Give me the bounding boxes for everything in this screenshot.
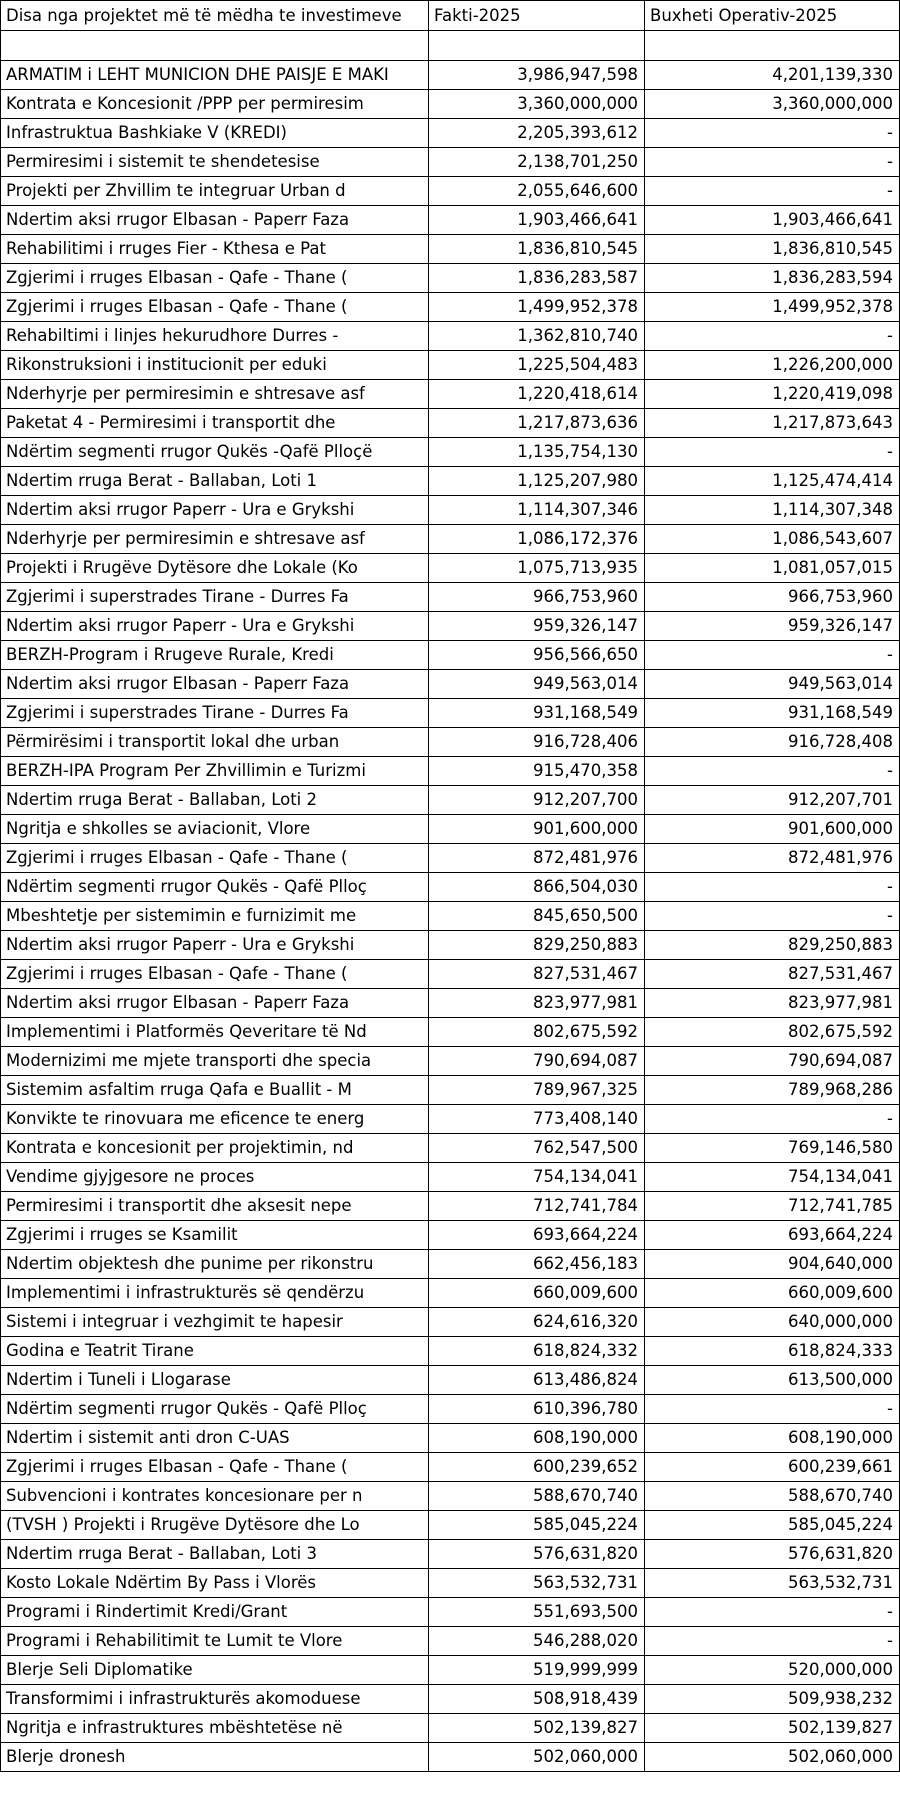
table-row: [1, 786, 900, 815]
table-row: [1, 467, 900, 496]
table-row: [1, 438, 900, 467]
project-name-cell[interactable]: Ndertim i sistemit anti dron C-UAS: [1, 1424, 429, 1453]
buxheti-value-cell[interactable]: -: [645, 873, 900, 902]
project-name-cell[interactable]: Ndërtim segmenti rrugor Qukës - Qafë Plloç: [1, 873, 429, 902]
project-name-cell[interactable]: Ngritja e infrastruktures mbështetëse në: [1, 1714, 429, 1743]
buxheti-value-cell[interactable]: 660,009,600: [645, 1279, 900, 1308]
buxheti-value-cell[interactable]: 588,670,740: [645, 1482, 900, 1511]
project-name-cell[interactable]: Ndertim rruga Berat - Ballaban, Loti 3: [1, 1540, 429, 1569]
project-name-cell[interactable]: Ndertim objektesh dhe punime per rikonstru: [1, 1250, 429, 1279]
buxheti-value-cell[interactable]: 1,220,419,098: [645, 380, 900, 409]
buxheti-value-cell[interactable]: 754,134,041: [645, 1163, 900, 1192]
project-name-cell[interactable]: Ndertim i Tuneli i Llogarase: [1, 1366, 429, 1395]
project-name-cell[interactable]: Zgjerimi i rruges se Ksamilit: [1, 1221, 429, 1250]
fakti-value-cell[interactable]: 754,134,041: [429, 1163, 645, 1192]
fakti-value-cell[interactable]: 613,486,824: [429, 1366, 645, 1395]
fakti-value-cell[interactable]: 660,009,600: [429, 1279, 645, 1308]
fakti-value-cell[interactable]: 610,396,780: [429, 1395, 645, 1424]
table-row: [1, 1482, 900, 1511]
table-row: [1, 496, 900, 525]
fakti-value-cell[interactable]: 1,903,466,641: [429, 206, 645, 235]
table-row: [1, 1453, 900, 1482]
fakti-value-cell[interactable]: 502,060,000: [429, 1743, 645, 1772]
table-row: [1, 612, 900, 641]
project-name-cell[interactable]: Programi i Rindertimit Kredi/Grant: [1, 1598, 429, 1627]
table-row: [1, 699, 900, 728]
fakti-value-cell[interactable]: 1,836,283,587: [429, 264, 645, 293]
buxheti-value-cell[interactable]: -: [645, 148, 900, 177]
project-name-cell[interactable]: Permiresimi i transportit dhe aksesit nepe: [1, 1192, 429, 1221]
fakti-value-cell[interactable]: 662,456,183: [429, 1250, 645, 1279]
fakti-value-cell[interactable]: 949,563,014: [429, 670, 645, 699]
fakti-value-cell[interactable]: 1,125,207,980: [429, 467, 645, 496]
fakti-value-cell[interactable]: 827,531,467: [429, 960, 645, 989]
table-row: [1, 177, 900, 206]
buxheti-value-cell[interactable]: 872,481,976: [645, 844, 900, 873]
fakti-value-cell[interactable]: 866,504,030: [429, 873, 645, 902]
fakti-value-cell[interactable]: 872,481,976: [429, 844, 645, 873]
table-row: [1, 641, 900, 670]
fakti-value-cell[interactable]: 1,075,713,935: [429, 554, 645, 583]
buxheti-value-cell[interactable]: 827,531,467: [645, 960, 900, 989]
fakti-value-cell[interactable]: 624,616,320: [429, 1308, 645, 1337]
empty-cell[interactable]: [429, 31, 645, 61]
project-name-cell[interactable]: Zgjerimi i rruges Elbasan - Qafe - Thane (: [1, 264, 429, 293]
table-row: [1, 264, 900, 293]
table-row: [1, 351, 900, 380]
fakti-value-cell[interactable]: 773,408,140: [429, 1105, 645, 1134]
project-name-cell[interactable]: Infrastruktua Bashkiake V (KREDI): [1, 119, 429, 148]
project-name-cell[interactable]: Blerje dronesh: [1, 1743, 429, 1772]
buxheti-value-cell[interactable]: -: [645, 1105, 900, 1134]
project-name-cell[interactable]: Rehabilitimi i rruges Fier - Kthesa e Pat: [1, 235, 429, 264]
buxheti-value-cell[interactable]: -: [645, 119, 900, 148]
fakti-value-cell[interactable]: 823,977,981: [429, 989, 645, 1018]
buxheti-value-cell[interactable]: 829,250,883: [645, 931, 900, 960]
fakti-value-cell[interactable]: 966,753,960: [429, 583, 645, 612]
project-name-cell[interactable]: Rehabiltimi i linjes hekurudhore Durres -: [1, 322, 429, 351]
fakti-value-cell[interactable]: 585,045,224: [429, 1511, 645, 1540]
buxheti-value-cell[interactable]: 600,239,661: [645, 1453, 900, 1482]
project-name-cell[interactable]: Kontrata e koncesionit per projektimin, nd: [1, 1134, 429, 1163]
table-row: [1, 670, 900, 699]
table-row: [1, 1366, 900, 1395]
fakti-value-cell[interactable]: 1,499,952,378: [429, 293, 645, 322]
fakti-value-cell[interactable]: 1,135,754,130: [429, 438, 645, 467]
table-row: [1, 583, 900, 612]
buxheti-value-cell[interactable]: 912,207,701: [645, 786, 900, 815]
table-row: [1, 293, 900, 322]
buxheti-value-cell[interactable]: 790,694,087: [645, 1047, 900, 1076]
table-row: [1, 61, 900, 90]
project-name-cell[interactable]: Sistemi i integruar i vezhgimit te hapesir: [1, 1308, 429, 1337]
fakti-value-cell[interactable]: 912,207,700: [429, 786, 645, 815]
buxheti-value-cell[interactable]: -: [645, 902, 900, 931]
fakti-value-cell[interactable]: 618,824,332: [429, 1337, 645, 1366]
fakti-value-cell[interactable]: 1,086,172,376: [429, 525, 645, 554]
fakti-value-cell[interactable]: 519,999,999: [429, 1656, 645, 1685]
table-row: [1, 1163, 900, 1192]
table-row: [1, 1047, 900, 1076]
buxheti-value-cell[interactable]: 1,217,873,643: [645, 409, 900, 438]
project-name-cell[interactable]: Blerje Seli Diplomatike: [1, 1656, 429, 1685]
buxheti-value-cell[interactable]: 502,139,827: [645, 1714, 900, 1743]
project-name-cell[interactable]: Konvikte te rinovuara me eficence te energ: [1, 1105, 429, 1134]
fakti-value-cell[interactable]: 931,168,549: [429, 699, 645, 728]
table-row: [1, 525, 900, 554]
fakti-value-cell[interactable]: 762,547,500: [429, 1134, 645, 1163]
buxheti-value-cell[interactable]: 502,060,000: [645, 1743, 900, 1772]
project-name-cell[interactable]: Ndërtim segmenti rrugor Qukës -Qafë Plloçë: [1, 438, 429, 467]
buxheti-value-cell[interactable]: 1,903,466,641: [645, 206, 900, 235]
fakti-value-cell[interactable]: 3,986,947,598: [429, 61, 645, 90]
buxheti-value-cell[interactable]: 789,968,286: [645, 1076, 900, 1105]
fakti-value-cell[interactable]: 576,631,820: [429, 1540, 645, 1569]
buxheti-value-cell[interactable]: 613,500,000: [645, 1366, 900, 1395]
fakti-value-cell[interactable]: 901,600,000: [429, 815, 645, 844]
buxheti-value-cell[interactable]: -: [645, 1395, 900, 1424]
project-name-cell[interactable]: Zgjerimi i rruges Elbasan - Qafe - Thane (: [1, 1453, 429, 1482]
table-row: [1, 1395, 900, 1424]
table-row: [1, 815, 900, 844]
table-row: [1, 728, 900, 757]
fakti-value-cell[interactable]: 551,693,500: [429, 1598, 645, 1627]
table-row: [1, 119, 900, 148]
project-name-cell[interactable]: Permiresimi i sistemit te shendetesise: [1, 148, 429, 177]
project-name-cell[interactable]: Ndertim rruga Berat - Ballaban, Loti 1: [1, 467, 429, 496]
project-name-cell[interactable]: Zgjerimi i rruges Elbasan - Qafe - Thane (: [1, 844, 429, 873]
buxheti-value-cell[interactable]: 904,640,000: [645, 1250, 900, 1279]
empty-cell[interactable]: [645, 31, 900, 61]
table-row: [1, 1076, 900, 1105]
buxheti-value-cell[interactable]: -: [645, 177, 900, 206]
buxheti-value-cell[interactable]: 901,600,000: [645, 815, 900, 844]
fakti-value-cell[interactable]: 790,694,087: [429, 1047, 645, 1076]
buxheti-value-cell[interactable]: 959,326,147: [645, 612, 900, 641]
project-name-cell[interactable]: Ngritja e shkolles se aviacionit, Vlore: [1, 815, 429, 844]
table-row: [1, 1714, 900, 1743]
empty-cell[interactable]: [1, 31, 429, 61]
header-project-name[interactable]: Disa nga projektet më të mëdha te investimeve: [1, 1, 429, 31]
header-buxheti-operativ-2025[interactable]: Buxheti Operativ-2025: [645, 1, 900, 31]
fakti-value-cell[interactable]: 1,836,810,545: [429, 235, 645, 264]
buxheti-value-cell[interactable]: 608,190,000: [645, 1424, 900, 1453]
fakti-value-cell[interactable]: 588,670,740: [429, 1482, 645, 1511]
table-row: [1, 1424, 900, 1453]
buxheti-value-cell[interactable]: 949,563,014: [645, 670, 900, 699]
project-name-cell[interactable]: Zgjerimi i superstrades Tirane - Durres Fa: [1, 699, 429, 728]
table-row: [1, 1308, 900, 1337]
project-name-cell[interactable]: Ndertim aksi rrugor Paperr - Ura e Grykshi: [1, 931, 429, 960]
table-body: [1, 1, 900, 1772]
buxheti-value-cell[interactable]: 916,728,408: [645, 728, 900, 757]
buxheti-value-cell[interactable]: -: [645, 641, 900, 670]
table-row: [1, 1105, 900, 1134]
project-name-cell[interactable]: (TVSH ) Projekti i Rrugëve Dytësore dhe Lo: [1, 1511, 429, 1540]
fakti-value-cell[interactable]: 2,205,393,612: [429, 119, 645, 148]
buxheti-value-cell[interactable]: 712,741,785: [645, 1192, 900, 1221]
fakti-value-cell[interactable]: 3,360,000,000: [429, 90, 645, 119]
buxheti-value-cell[interactable]: 640,000,000: [645, 1308, 900, 1337]
buxheti-value-cell[interactable]: 802,675,592: [645, 1018, 900, 1047]
table-row: [1, 1192, 900, 1221]
fakti-value-cell[interactable]: 1,114,307,346: [429, 496, 645, 525]
project-name-cell[interactable]: Rikonstruksioni i institucionit per eduki: [1, 351, 429, 380]
buxheti-value-cell[interactable]: 966,753,960: [645, 583, 900, 612]
buxheti-value-cell[interactable]: 1,114,307,348: [645, 496, 900, 525]
fakti-value-cell[interactable]: 956,566,650: [429, 641, 645, 670]
header-row: [1, 1, 900, 31]
project-name-cell[interactable]: Kontrata e Koncesionit /PPP per permiresim: [1, 90, 429, 119]
buxheti-value-cell[interactable]: 3,360,000,000: [645, 90, 900, 119]
table-row: [1, 1656, 900, 1685]
buxheti-value-cell[interactable]: -: [645, 1627, 900, 1656]
fakti-value-cell[interactable]: 829,250,883: [429, 931, 645, 960]
project-name-cell[interactable]: Ndertim aksi rrugor Elbasan - Paperr Faza: [1, 989, 429, 1018]
project-name-cell[interactable]: Zgjerimi i rruges Elbasan - Qafe - Thane (: [1, 293, 429, 322]
buxheti-value-cell[interactable]: -: [645, 757, 900, 786]
project-name-cell[interactable]: Ndertim aksi rrugor Paperr - Ura e Grykshi: [1, 612, 429, 641]
table-row: [1, 148, 900, 177]
fakti-value-cell[interactable]: 915,470,358: [429, 757, 645, 786]
project-name-cell[interactable]: ARMATIM i LEHT MUNICION DHE PAISJE E MAKI: [1, 61, 429, 90]
buxheti-value-cell[interactable]: 563,532,731: [645, 1569, 900, 1598]
table-row: [1, 873, 900, 902]
project-name-cell[interactable]: Ndertim aksi rrugor Elbasan - Paperr Faza: [1, 670, 429, 699]
table-row: [1, 1511, 900, 1540]
fakti-value-cell[interactable]: 2,055,646,600: [429, 177, 645, 206]
fakti-value-cell[interactable]: 1,225,504,483: [429, 351, 645, 380]
buxheti-value-cell[interactable]: 1,499,952,378: [645, 293, 900, 322]
project-name-cell[interactable]: Implementimi i infrastrukturës së qendërzu: [1, 1279, 429, 1308]
table-row: [1, 931, 900, 960]
table-row: [1, 1598, 900, 1627]
fakti-value-cell[interactable]: 693,664,224: [429, 1221, 645, 1250]
fakti-value-cell[interactable]: 2,138,701,250: [429, 148, 645, 177]
table-row: [1, 322, 900, 351]
table-row: [1, 409, 900, 438]
fakti-value-cell[interactable]: 959,326,147: [429, 612, 645, 641]
buxheti-value-cell[interactable]: 1,836,810,545: [645, 235, 900, 264]
fakti-value-cell[interactable]: 1,362,810,740: [429, 322, 645, 351]
buxheti-value-cell[interactable]: 1,081,057,015: [645, 554, 900, 583]
project-name-cell[interactable]: Subvencioni i kontrates koncesionare per n: [1, 1482, 429, 1511]
buxheti-value-cell[interactable]: 520,000,000: [645, 1656, 900, 1685]
project-name-cell[interactable]: Modernizimi me mjete transporti dhe specia: [1, 1047, 429, 1076]
table-row: [1, 90, 900, 119]
table-row: [1, 1540, 900, 1569]
buxheti-value-cell[interactable]: 931,168,549: [645, 699, 900, 728]
table-row: [1, 757, 900, 786]
project-name-cell[interactable]: Transformimi i infrastrukturës akomoduese: [1, 1685, 429, 1714]
project-name-cell[interactable]: Përmirësimi i transportit lokal dhe urban: [1, 728, 429, 757]
table-row: [1, 235, 900, 264]
project-name-cell[interactable]: Projekti i Rrugëve Dytësore dhe Lokale (Ko: [1, 554, 429, 583]
project-name-cell[interactable]: Ndërtim segmenti rrugor Qukës - Qafë Plloç: [1, 1395, 429, 1424]
project-name-cell[interactable]: Nderhyrje per permiresimin e shtresave asf: [1, 380, 429, 409]
project-name-cell[interactable]: Zgjerimi i superstrades Tirane - Durres Fa: [1, 583, 429, 612]
project-name-cell[interactable]: Godina e Teatrit Tirane: [1, 1337, 429, 1366]
table-row: [1, 902, 900, 931]
table-row: [1, 554, 900, 583]
table-row: [1, 1221, 900, 1250]
buxheti-value-cell[interactable]: 1,226,200,000: [645, 351, 900, 380]
buxheti-value-cell[interactable]: 1,086,543,607: [645, 525, 900, 554]
buxheti-value-cell[interactable]: 509,938,232: [645, 1685, 900, 1714]
fakti-value-cell[interactable]: 789,967,325: [429, 1076, 645, 1105]
fakti-value-cell[interactable]: 546,288,020: [429, 1627, 645, 1656]
project-name-cell[interactable]: Kosto Lokale Ndërtim By Pass i Vlorës: [1, 1569, 429, 1598]
fakti-value-cell[interactable]: 502,139,827: [429, 1714, 645, 1743]
table-row: [1, 844, 900, 873]
fakti-value-cell[interactable]: 712,741,784: [429, 1192, 645, 1221]
project-name-cell[interactable]: Vendime gjyjgesore ne proces: [1, 1163, 429, 1192]
buxheti-value-cell[interactable]: 576,631,820: [645, 1540, 900, 1569]
header-fakti-2025[interactable]: Fakti-2025: [429, 1, 645, 31]
table-row: [1, 1743, 900, 1772]
project-name-cell[interactable]: Ndertim rruga Berat - Ballaban, Loti 2: [1, 786, 429, 815]
fakti-value-cell[interactable]: 916,728,406: [429, 728, 645, 757]
buxheti-value-cell[interactable]: 1,125,474,414: [645, 467, 900, 496]
table-row: [1, 989, 900, 1018]
buxheti-value-cell[interactable]: -: [645, 438, 900, 467]
fakti-value-cell[interactable]: 600,239,652: [429, 1453, 645, 1482]
table-row: [1, 960, 900, 989]
buxheti-value-cell[interactable]: 4,201,139,330: [645, 61, 900, 90]
fakti-value-cell[interactable]: 563,532,731: [429, 1569, 645, 1598]
project-name-cell[interactable]: BERZH-Program i Rrugeve Rurale, Kredi: [1, 641, 429, 670]
project-name-cell[interactable]: Projekti per Zhvillim te integruar Urban d: [1, 177, 429, 206]
fakti-value-cell[interactable]: 1,217,873,636: [429, 409, 645, 438]
fakti-value-cell[interactable]: 1,220,418,614: [429, 380, 645, 409]
table-row: [1, 1685, 900, 1714]
buxheti-value-cell[interactable]: 823,977,981: [645, 989, 900, 1018]
fakti-value-cell[interactable]: 508,918,439: [429, 1685, 645, 1714]
buxheti-value-cell[interactable]: -: [645, 1598, 900, 1627]
buxheti-value-cell[interactable]: -: [645, 322, 900, 351]
table-row: [1, 1134, 900, 1163]
table-row: [1, 1569, 900, 1598]
fakti-value-cell[interactable]: 802,675,592: [429, 1018, 645, 1047]
project-name-cell[interactable]: Sistemim asfaltim rruga Qafa e Buallit - M: [1, 1076, 429, 1105]
table-row: [1, 380, 900, 409]
project-name-cell[interactable]: Ndertim aksi rrugor Elbasan - Paperr Faza: [1, 206, 429, 235]
buxheti-value-cell[interactable]: 769,146,580: [645, 1134, 900, 1163]
project-name-cell[interactable]: Implementimi i Platformës Qeveritare të Nd: [1, 1018, 429, 1047]
empty-row: [1, 31, 900, 61]
project-name-cell[interactable]: Ndertim aksi rrugor Paperr - Ura e Grykshi: [1, 496, 429, 525]
buxheti-value-cell[interactable]: 618,824,333: [645, 1337, 900, 1366]
project-name-cell[interactable]: Nderhyrje per permiresimin e shtresave asf: [1, 525, 429, 554]
fakti-value-cell[interactable]: 845,650,500: [429, 902, 645, 931]
table-row: [1, 1018, 900, 1047]
table-row: [1, 1627, 900, 1656]
project-name-cell[interactable]: BERZH-IPA Program Per Zhvillimin e Turizmi: [1, 757, 429, 786]
table-row: [1, 1250, 900, 1279]
table-row: [1, 1279, 900, 1308]
buxheti-value-cell[interactable]: 585,045,224: [645, 1511, 900, 1540]
buxheti-value-cell[interactable]: 693,664,224: [645, 1221, 900, 1250]
project-name-cell[interactable]: Mbeshtetje per sistemimin e furnizimit me: [1, 902, 429, 931]
table-row: [1, 1337, 900, 1366]
table-row: [1, 206, 900, 235]
fakti-value-cell[interactable]: 608,190,000: [429, 1424, 645, 1453]
project-name-cell[interactable]: Programi i Rehabilitimit te Lumit te Vlore: [1, 1627, 429, 1656]
project-name-cell[interactable]: Paketat 4 - Permiresimi i transportit dhe: [1, 409, 429, 438]
buxheti-value-cell[interactable]: 1,836,283,594: [645, 264, 900, 293]
project-name-cell[interactable]: Zgjerimi i rruges Elbasan - Qafe - Thane (: [1, 960, 429, 989]
